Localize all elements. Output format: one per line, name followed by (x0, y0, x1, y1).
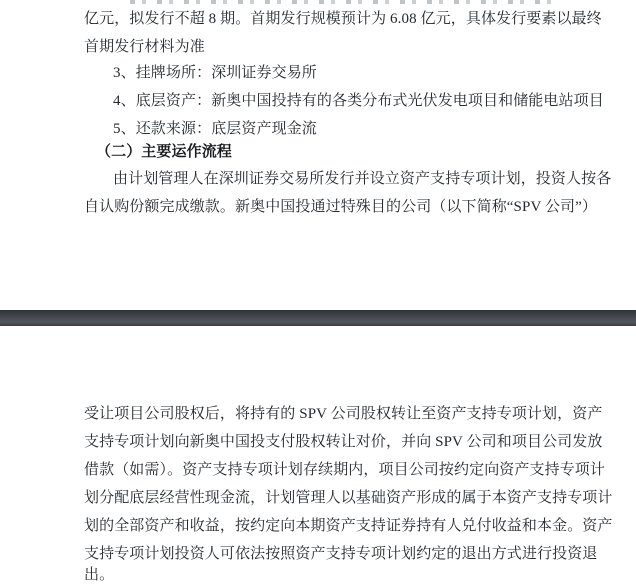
list-item: 3、挂牌场所：深圳证券交易所 (113, 65, 317, 81)
section-heading: （二）主要运作流程 (96, 144, 232, 160)
paragraph-line: 首期发行材料为准 (84, 39, 205, 55)
clipped-text-line-top (130, 0, 558, 4)
list-item: 5、还款来源：底层资产现金流 (113, 121, 317, 137)
paragraph-line: 支持专项计划向新奥中国投支付股权转让对价，并向 SPV 公司和项目公司发放 (84, 434, 603, 450)
paragraph-line: 自认购份额完成缴款。新奥中国投通过特殊目的公司（以下简称“SPV 公司”） (84, 199, 598, 215)
paragraph-line: 亿元，拟发行不超 8 期。首期发行规模预计为 6.08 亿元，具体发行要素以最终 (84, 11, 602, 27)
page-separator-bar (0, 310, 636, 326)
paragraph-line: 划的全部资产和收益，按约定向本期资产支持证券持有人兑付收益和本金。资产 (84, 518, 613, 534)
paragraph-line: 受让项目公司股权后，将持有的 SPV 公司股权转让至资产支持专项计划，资产 (84, 406, 603, 422)
paragraph-line: 借款（如需）。资产支持专项计划存续期内，项目公司按约定向资产支持专项计 (84, 462, 606, 478)
paragraph-line: 支持专项计划投资人可依法按照资产支持专项计划约定的退出方式进行投资退 (84, 546, 598, 562)
document-page-2 (0, 326, 636, 585)
paragraph-line: 划分配底层经营性现金流，计划管理人以基础资产形成的属于本资产支持专项计 (84, 490, 613, 506)
list-item: 4、底层资产：新奥中国投持有的各类分布式光伏发电项目和储能电站项目 (113, 93, 604, 109)
paragraph-line: 由计划管理人在深圳证券交易所发行并设立资产支持专项计划，投资人按各 (113, 171, 612, 187)
paragraph-line: 出。 (84, 567, 115, 583)
